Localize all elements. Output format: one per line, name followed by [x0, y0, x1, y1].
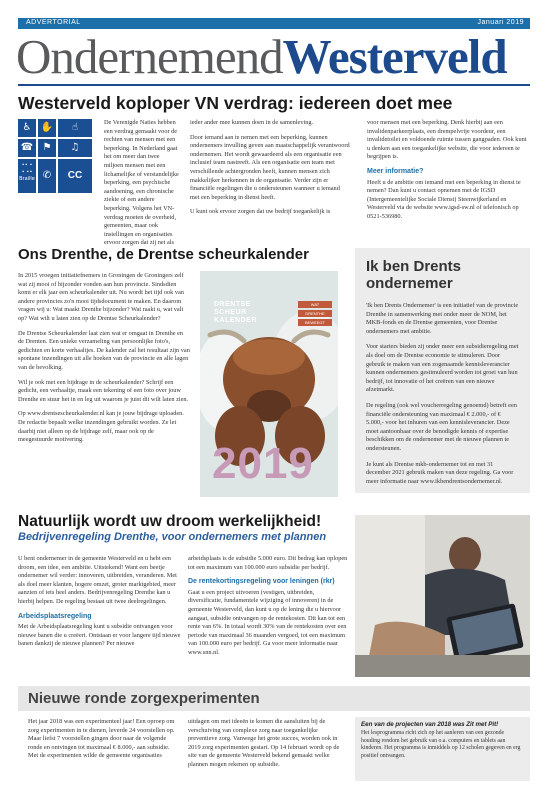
sign-language-icon: ☝: [58, 119, 92, 137]
advertorial-bar: [18, 18, 530, 29]
ik-ben-drents-box: [355, 248, 530, 493]
masthead-rule: [18, 84, 530, 86]
calendar-year: 2019: [212, 439, 314, 488]
braille-icon: ∙∙ ∙ ∙ ∙∙ Braille: [18, 159, 36, 193]
box1-p4: Je kunt als Drentse mkb-ondernemer tot en met 31 december 2021 gebruik maken van deze regeling. Ga voor meer informatie naar www.ikbendrentsondernemer.nl.: [366, 460, 514, 485]
large-print-icon: ♫: [58, 139, 92, 157]
section4-title: Nieuwe ronde zorgexperimenten: [28, 690, 260, 707]
section1-col1-text: [104, 119, 180, 248]
section1-col2-p3: U kunt ook ervoor zorgen dat uw bedrijf toegankelijk is: [190, 208, 331, 216]
box1-title: Ik ben Drents ondernemer: [366, 258, 462, 292]
section3-col1-p1: U bent ondernemer in de gemeente Westerveld en u hebt een droom, een idee, een ambitie. Uitstekend! Want een beetje ondernemer wil verder: innoveren, uitbreiden, veranderen. Met als doel meer klanten, hogere omzet, groter marktgebied, meer aanzien of iets heel anders. Bedrijvenregeling Drenthe kan u hierbij helpen. De regeling bestaat uit twee deelregelingen.: [18, 555, 177, 605]
section3-col1-subheading: Arbeidsplaatsregeling: [18, 612, 92, 620]
calendar-title-line3: KALENDER: [214, 317, 257, 324]
section2-title: Ons Drenthe, de Drentse scheurkalender: [18, 246, 309, 263]
issue-date: Januari 2019: [477, 19, 524, 26]
masthead: [16, 31, 532, 83]
section2-p4: Op www.drentsescheurkalender.nl kan je jouw bijdrage uploaden. De redactie bepaalt welke inzendingen gebruikt worden. Ze let daarbij niet alleen op de bijdrage zelf, maar ook op de meegestuurde motivering.: [18, 410, 184, 444]
calendar-cover-image: [200, 271, 338, 497]
calendar-title: [214, 301, 257, 325]
wheelchair-icon: ♿: [18, 119, 36, 137]
section1-col3: [367, 119, 530, 228]
calendar-tags: [298, 301, 332, 328]
laptop-meeting-illustration: [355, 515, 530, 677]
section1-col3-subheading: Meer informatie?: [367, 167, 424, 175]
calendar-tag-1: WAT: [298, 301, 332, 308]
section2-text: [18, 272, 190, 451]
masthead-part2: Westerveld: [282, 29, 507, 84]
phone-icon: ✆: [38, 159, 56, 193]
section1-col1-top: [104, 119, 180, 254]
braille-label: Braille: [19, 176, 35, 182]
zit-met-pit-heading: Een van de projecten van 2018 was Zit met Pit!: [361, 721, 499, 728]
section2-p2: De Drentse Scheurkalender laat zien wat er omgaat in Drenthe en de Drenten. Een unieke verzameling van persoonlijke foto's, gedichten en korte verhaaltjes. De kalender zal het resultaat zijn van spontane inzendingen uit alle hoeken van de provincie en alle lagen van de bevolking.: [18, 329, 190, 371]
box1-p3: De regeling (ook wel voucherregeling genoemd) betreft een financiële ondersteuning van maximaal € 2.000,- of € 5.000,- voor het inhuren van een kennisleverancier. Deze moet aantoonbaar over de benodigde kennis of expertise beschikken om de ondernemer met de nieuwe plannen te ondersteunen.: [366, 401, 517, 452]
section4-col2: [188, 718, 348, 776]
section1-col1-body: De Verenigde Naties hebben een verdrag gemaakt voor de rechten van mensen met een beperking. In Nederland gaat het om meer dan twee miljoen mensen met een lichamelijke of verstandelijke beperking, een psychische aandoening, een chronische ziekte of een andere beperking. Volgens het VN-verdrag moeten de overheid, gemeenten, maar ook instellingen en organisaties ervoor zorgen dat zij net als: [104, 119, 179, 247]
deaf-icon: ✋: [38, 119, 56, 137]
section3-col1: [18, 555, 181, 655]
section2-p3: Wil je ook met een bijdrage in de scheurkalender? Schrijf een gedicht, een verhaaltje, maak een tekening of een foto over jouw Drenthe en stuur het in en leg uit waarom je juist dit wilt laten zien.: [18, 378, 189, 403]
section1-col2-p2: Door iemand aan te nemen met een beperking, kunnen ondernemers invulling geven aan maatschappelijk verantwoord ondernemen. Het wordt gewaardeerd als een organisatie een inclusief team nastreeft. Als een organisatie een team met verschillende achtergronden heeft, kunnen mensen zich makkelijker herkennen in de organisatie. Verder zijn er financiële regelingen die u ondersteunen wanneer u iemand met een beperking in dienst heeft.: [190, 133, 350, 201]
section1-col3-p2: Heeft u de ambitie om iemand met een beperking in dienst te nemen? Dan kunt u contact opnemen met de IGSD (Intergemeentelijke Sociale Dienst) Steenwijkerland en Westerveld via de website www.igsd-sw.nl of telefonisch op 0521-536980.: [367, 178, 521, 220]
business-meeting-photo: [355, 515, 530, 677]
calendar-tag-2: DRENTHE: [298, 310, 332, 317]
section3-col2-subheading: De rentekortingsregeling voor leningen (rkr): [188, 578, 335, 586]
cc-icon: CC: [58, 159, 92, 193]
cow-fringe: [233, 339, 305, 375]
section1-col2: [190, 119, 350, 223]
section1-col3-p1: voor mensen met een beperking. Denk hierbij aan een invalidenparkeerplaats, een drempelvrije voordeur, een invalidetoilet en voldoende ruimte tussen gangpaden. Ook kunt u denken aan een toegankelijke website, die voor iedereen te begrijpen is.: [367, 119, 527, 161]
calendar-title-line2: SCHEUR: [214, 309, 247, 316]
box1-p2: Voor starters bieden zij onder meer een subsidieregeling met als doel om de Drentse economie te stimuleren. Door gebruik te maken van een zogenaamde kennisleverancier kunnen ondernemers gestimuleerd worden tot groei van hun bedrijf, tot innovatie of het creëren van een nieuwe afzetmarkt.: [366, 343, 519, 394]
accessibility-icons: [18, 119, 97, 198]
section3-col2-p2: Gaat u een project uitvoeren (vestigen, uitbreiden, diversificatie, fundamentele wijziging of innoveren) in de gemeente Westerveld, dan kunt u op de lening die u hiervoor aangaat, subsidie ontvangen op de rentekosten. Dit kan tot een rente van 6%. In totaal wordt 30% van de rentekosten over een periode van maximaal 36 maanden vergoed, tot een maximum van 100.000 euro per bedrijf. Ga voor meer informatie naar www.snn.nl.: [188, 588, 347, 656]
section3-col1-p2: Met de Arbeidsplaatsregeling kunt u subsidie ontvangen voor nieuwe banen die u creëert. Ontstaan er voor langere tijd nieuwe banen dankzij de nieuwe plannen? Per nieuwe: [18, 623, 181, 648]
section3-col2: [188, 555, 348, 664]
advertorial-tag: ADVERTORIAL: [26, 19, 81, 26]
section3-subtitle: Bedrijvenregeling Drenthe, voor ondernemers met plannen: [18, 531, 327, 543]
masthead-part1: Ondernemend: [16, 29, 283, 84]
zit-met-pit-text: Het lesprogramma richt zich op het aanleren van een gezonde houding rondom het gebruik van o.a. computers en tablets aan kinderen. Het programma is inmiddels op 12 scholen gegeven en erg positief ontvangen.: [361, 730, 521, 759]
section4-col1-text: Het jaar 2018 was een experimenteel jaar! Een oproep om zorg experimenten in te dienen, leverde 24 voorstellen op. Maar liefst 7 voorstellen gingen door naar de volgende ronde en ontvingen tot maximaal € 8.000,- aan subsidie. Met de experimenten wilde de gemeente organisaties: [28, 718, 175, 760]
blind-icon: ⚑: [38, 139, 56, 157]
section4-col2-text: uitdagen om met ideeën te komen die aansluiten bij de verschuiving van complexe zorg naar toegankelijke preventieve zorg. Vanwege het grote succes, worden ook in 2019 zorg experimenten gestart. Op 14 februari wordt op de site van de gemeente Westerveld bekend gemaakt welke plannen mogen rekenen op subsidie.: [188, 718, 340, 768]
section2-p1: In 2015 vroegen initiatiefnemers in Groningen de Groningers zelf wat zij mooi of bijzonder vonden aan hun provincie. Sindsdien komt er elk jaar een scheurkalender uit. Nu wordt het tijd ook van andere provincies zo'n mooi tijdsdocument te maken. En daarom vragen wij u: Wat maakt Drenthe bijzonder? Wat raakt u, wat valt op? Wat wilt u laten zien op de Drentse Scheurkalender?: [18, 272, 184, 322]
section1-col2-p1: ieder ander mee kunnen doen in de samenleving.: [190, 119, 314, 126]
section4-col1: [28, 718, 181, 767]
zit-met-pit-box: [355, 717, 530, 781]
section3-title: Natuurlijk wordt uw droom werkelijkheid!: [18, 513, 322, 530]
calendar-tag-3: BEWEEGT: [298, 319, 332, 326]
section3-col2-p1: arbeidsplaats is de subsidie 5.000 euro. Dit bedrag kan oplopen tot een maximum van 100.000 euro subsidie per bedrijf.: [188, 555, 348, 571]
calendar-title-line1: DRENTSE: [214, 301, 251, 308]
audio-icon: ☎: [18, 139, 36, 157]
section1-title: Westerveld koploper VN verdrag: iedereen doet mee: [18, 93, 453, 113]
box1-p1: 'Ik ben Drents Ondernemer' is een initiatief van de provincie Drenthe in samenwerking met onder meer de NOM, het MKB-fonds en de Drentse gemeenten, voor Drentse ondernemers met ambitie.: [366, 302, 519, 335]
person-head: [449, 537, 481, 573]
table: [355, 655, 530, 677]
